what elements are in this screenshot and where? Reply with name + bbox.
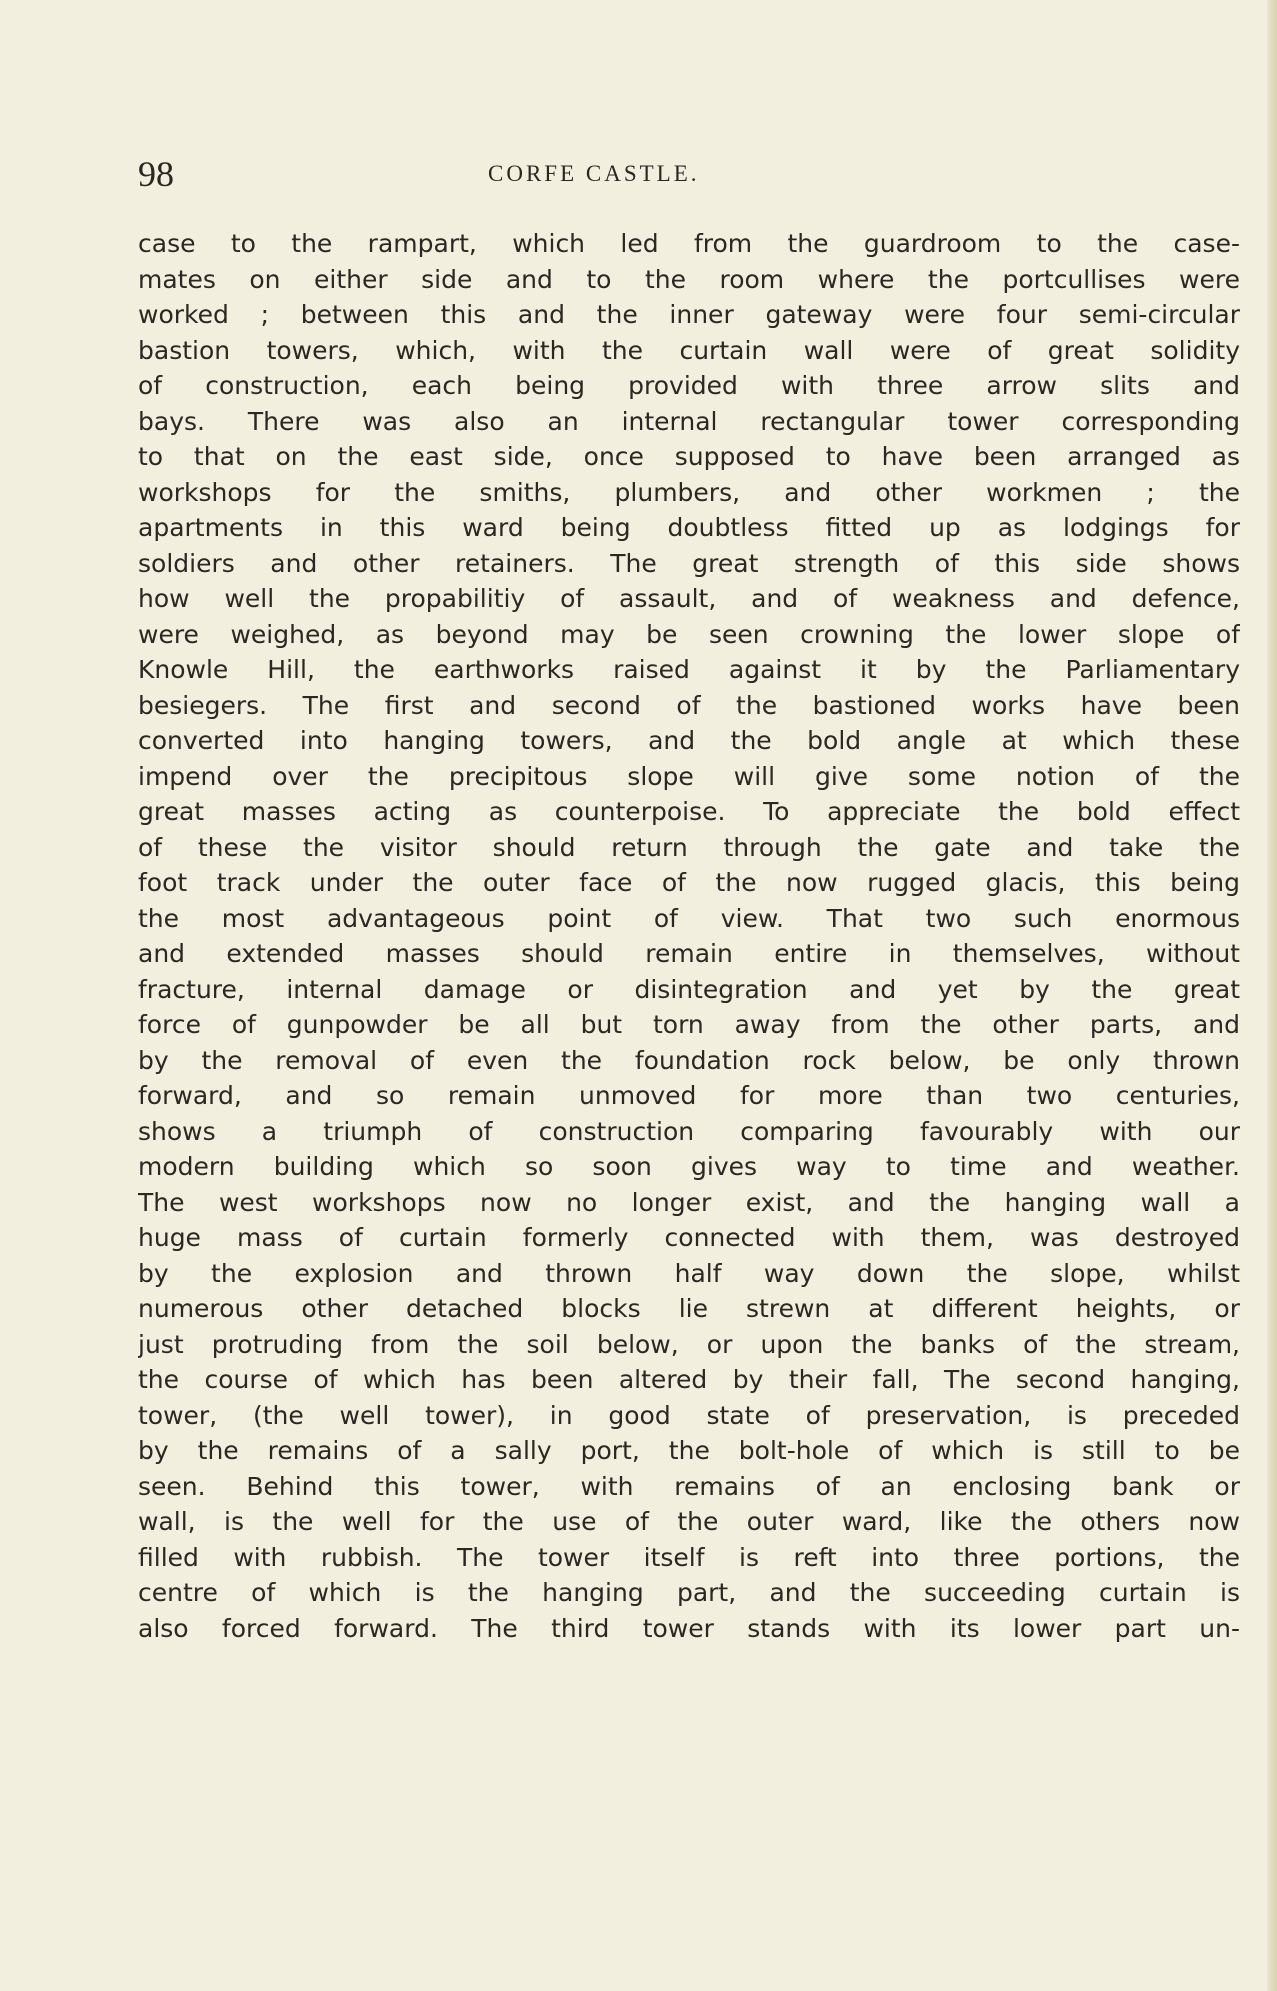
text-line: impend over the precipitous slope will give some notion of the: [138, 761, 1240, 791]
text-line: seen. Behind this tower, with remains of an enclosing bank or: [138, 1471, 1240, 1501]
text-line: The west workshops now no longer exist, and the hanging wall a: [138, 1187, 1240, 1217]
text-line: just protruding from the soil below, or upon the banks of the stream,: [138, 1329, 1240, 1359]
text-line: case to the rampart, which led from the guardroom to the case-: [138, 229, 1240, 258]
text-line: modern building which so soon gives way to time and weather.: [138, 1152, 1240, 1181]
text-line: of these the visitor should return through the gate and take the: [138, 832, 1240, 862]
text-line: converted into hanging towers, and the bold angle at which these: [138, 726, 1240, 755]
text-line: fracture, internal damage or disintegration and yet by the great: [138, 974, 1240, 1004]
text-line: centre of which is the hanging part, and the succeeding curtain is: [138, 1578, 1240, 1607]
text-line: huge mass of curtain formerly connected with them, was destroyed: [138, 1223, 1240, 1252]
text-line: foot track under the outer face of the now rugged glacis, this being: [138, 868, 1240, 897]
text-line: also forced forward. The third tower stands with its lower part un-: [138, 1613, 1240, 1643]
text-line: force of gunpowder be all but torn away from the other parts, and: [138, 1010, 1240, 1039]
text-line: shows a triumph of construction comparing favourably with our: [138, 1116, 1240, 1146]
text-line: Knowle Hill, the earthworks raised against it by the Parliamentary: [138, 655, 1240, 684]
text-line: the most advantageous point of view. That two such enormous: [138, 903, 1240, 933]
text-line: and extended masses should remain entire in themselves, without: [138, 939, 1240, 968]
text-line: apartments in this ward being doubtless fitted up as lodgings for: [138, 513, 1240, 542]
text-line: worked ; between this and the inner gateway were four semi-circular: [138, 300, 1240, 329]
text-line: workshops for the smiths, plumbers, and other workmen ; the: [138, 477, 1240, 507]
text-line: besiegers. The first and second of the bastioned works have been: [138, 690, 1240, 720]
page-header: [138, 152, 1240, 196]
text-line: tower, (the well tower), in good state of preservation, is preceded: [138, 1400, 1240, 1430]
text-line: the course of which has been altered by their fall, The second hanging,: [138, 1365, 1240, 1394]
page-edge: [1267, 0, 1277, 1991]
text-line: numerous other detached blocks lie strewn at different heights, or: [138, 1294, 1240, 1323]
text-line: bays. There was also an internal rectangular tower corresponding: [138, 406, 1240, 436]
text-line: of construction, each being provided with three arrow slits and: [138, 371, 1240, 400]
text-line: soldiers and other retainers. The great strength of this side shows: [138, 548, 1240, 578]
body-text: [138, 226, 1240, 1646]
page-number: 98: [138, 154, 174, 194]
text-line: by the remains of a sally port, the bolt-hole of which is still to be: [138, 1436, 1240, 1465]
text-line: bastion towers, which, with the curtain wall were of great solidity: [138, 335, 1240, 365]
running-title: CORFE CASTLE.: [488, 161, 700, 186]
text-line: how well the propabilitiy of assault, and of weakness and defence,: [138, 584, 1240, 613]
text-line: forward, and so remain unmoved for more than two centuries,: [138, 1081, 1240, 1110]
text-line: filled with rubbish. The tower itself is reft into three portions, the: [138, 1542, 1240, 1572]
text-line: by the removal of even the foundation rock below, be only thrown: [138, 1045, 1240, 1075]
text-line: wall, is the well for the use of the outer ward, like the others now: [138, 1507, 1240, 1536]
text-line: mates on either side and to the room where the portcullises were: [138, 264, 1240, 294]
text-line: to that on the east side, once supposed to have been arranged as: [138, 442, 1240, 471]
text-line: were weighed, as beyond may be seen crowning the lower slope of: [138, 619, 1240, 649]
text-line: great masses acting as counterpoise. To appreciate the bold effect: [138, 797, 1240, 826]
text-line: by the explosion and thrown half way down the slope, whilst: [138, 1258, 1240, 1288]
